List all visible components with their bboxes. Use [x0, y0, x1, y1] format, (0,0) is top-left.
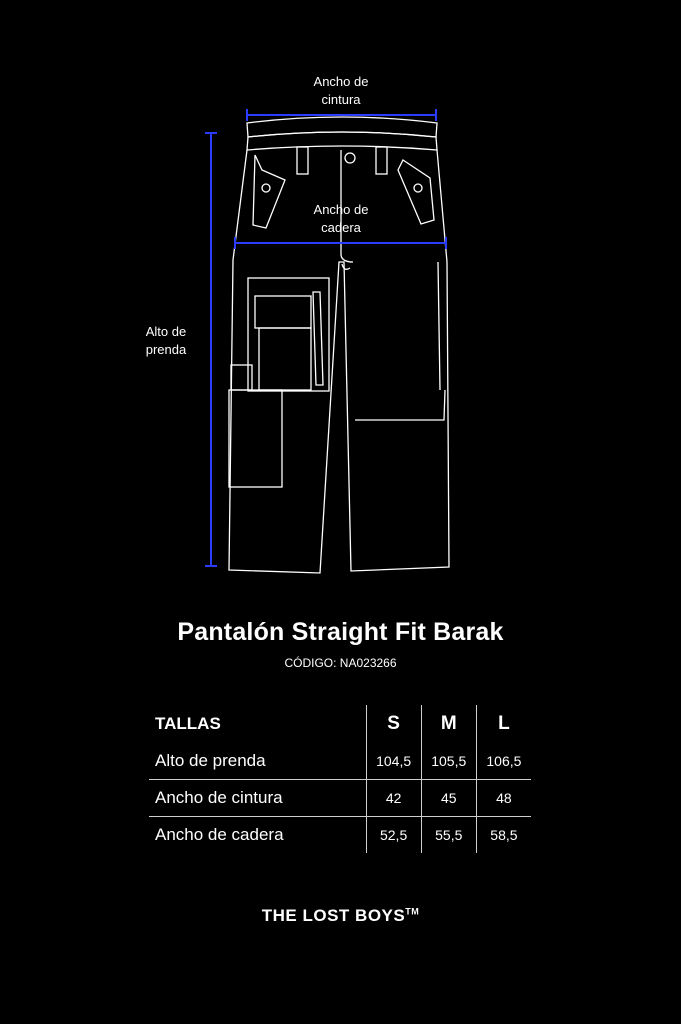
- brand-name: THE LOST BOYS: [261, 906, 406, 925]
- measurement-lines: [205, 109, 446, 566]
- size-l-header: L: [476, 705, 531, 743]
- cell-value: 105,5: [421, 743, 476, 780]
- size-m-header: M: [421, 705, 476, 743]
- row-label: Ancho de cintura: [155, 788, 283, 807]
- trademark-mark: TM: [405, 906, 420, 917]
- product-code: CÓDIGO: NA023266: [284, 656, 397, 670]
- table-row: [149, 817, 531, 854]
- hip-measure-label: Ancho de cadera: [313, 202, 369, 235]
- table-row: [149, 780, 531, 817]
- row-label: Ancho de cadera: [155, 825, 284, 844]
- table-header-row: [149, 705, 531, 743]
- cell-value: 55,5: [421, 817, 476, 854]
- cell-value: 48: [476, 780, 531, 817]
- size-table: [149, 705, 531, 853]
- cell-value: 106,5: [476, 743, 531, 780]
- sizes-header: TALLAS: [155, 714, 221, 733]
- cell-value: 58,5: [476, 817, 531, 854]
- cell-value: 104,5: [366, 743, 421, 780]
- size-s-header: S: [366, 705, 421, 743]
- product-title: Pantalón Straight Fit Barak: [177, 618, 504, 646]
- pants-outline: [229, 117, 449, 573]
- waist-measure-label: Ancho de cintura: [313, 74, 369, 107]
- cell-value: 52,5: [366, 817, 421, 854]
- table-row: [149, 743, 531, 780]
- row-label: Alto de prenda: [155, 751, 266, 770]
- length-measure-label: Alto de prenda: [145, 324, 187, 357]
- cell-value: 45: [421, 780, 476, 817]
- brand-logo: [0, 906, 681, 926]
- cell-value: 42: [366, 780, 421, 817]
